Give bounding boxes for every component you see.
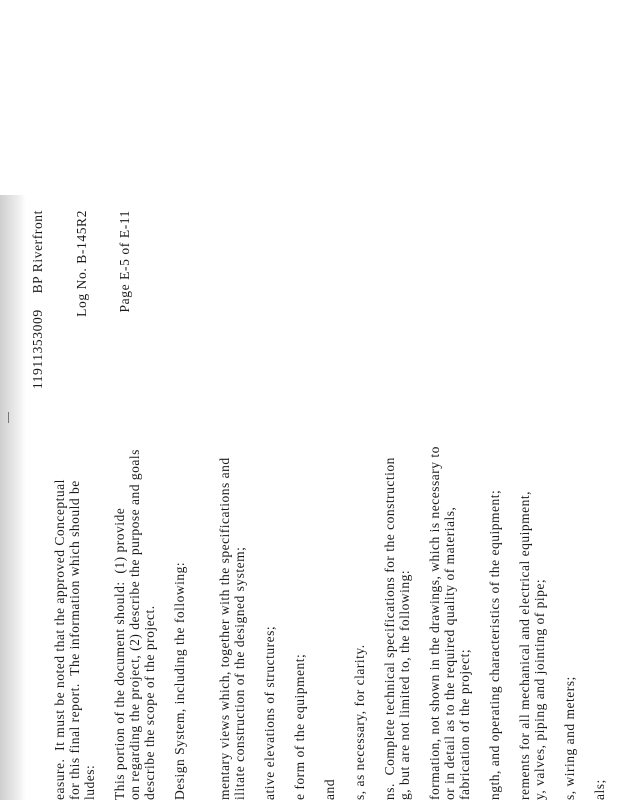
body-line: mentary views which, together with the specifications and [217,457,232,800]
body-line: Design System, including the following: [172,561,187,800]
body-line: formation, not shown in the drawings, which is necessary to [427,446,442,800]
body-line: ns. Complete technical specifications for the construction [382,457,397,800]
body-line: for this final report. The information which should be [67,480,82,800]
body-line: als; [592,779,607,800]
body-line: describe the scope of the project. [142,605,157,800]
body-line: y, valves, piping and jointing of pipe; [532,578,547,800]
header-doc-id-line: 11911353009 BP Riverfront [30,210,45,390]
body-line: ngth, and operating characteristics of the equipment; [487,489,502,800]
body-line: easure. It must be noted that the approved Conceptual [52,479,67,800]
body-line: e form of the equipment; [292,653,307,800]
body-line: ludes: [82,764,97,800]
document-body [52,0,607,800]
body-line: and [322,779,337,800]
body-line: rements for all mechanical and electrical equipment, [517,491,532,800]
body-line: ilitate construction of the designed system; [232,546,247,800]
body-line: on regarding the project, (2) describe the purpose and goals [127,449,142,800]
body-line: g, but are not limited to, the following: [397,569,412,800]
body-line: This portion of the document should: (1) provide [112,507,127,800]
header-log-number: Log No. B-145R2 [73,210,89,317]
body-line: s, wiring and meters; [562,676,577,800]
body-line: fabrication of the project; [457,648,472,800]
body-line: ative elevations of structures; [262,625,277,800]
header-page-number: Page E-5 of E-11 [117,210,132,313]
body-line: or in detail as to the required quality of materials, [442,506,457,800]
body-line: s, as necessary, for clarity. [352,644,367,800]
